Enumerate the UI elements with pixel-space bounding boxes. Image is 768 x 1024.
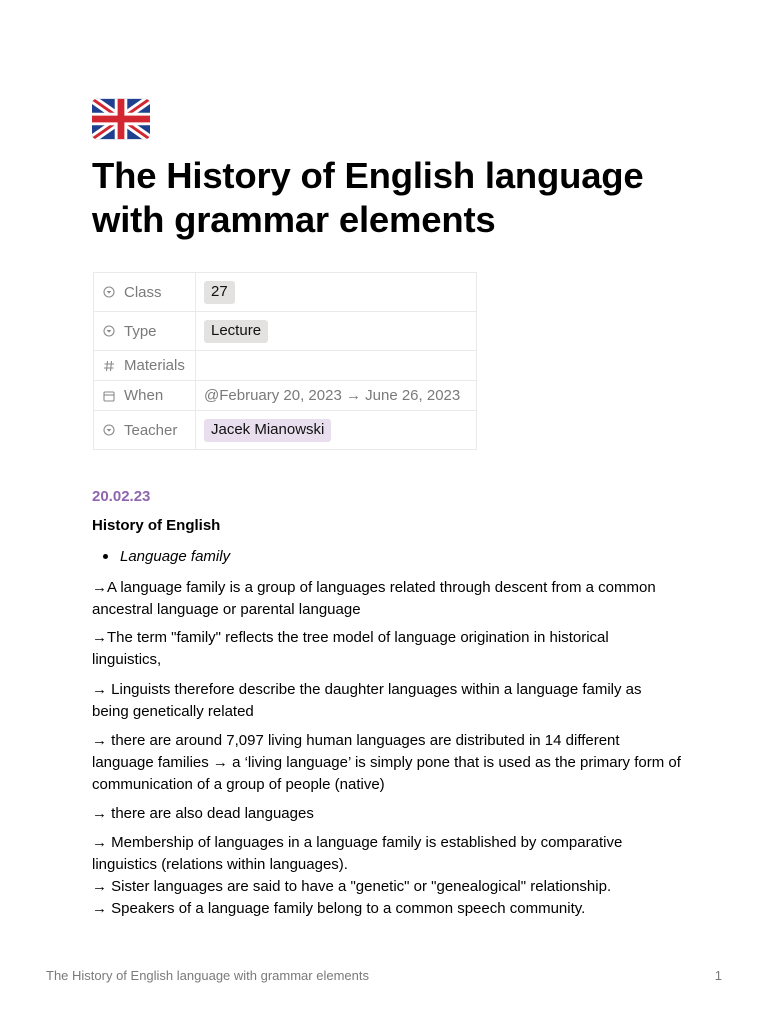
property-label-when: When bbox=[124, 387, 164, 404]
class-tag[interactable]: 27 bbox=[204, 281, 235, 304]
property-label-type: Type bbox=[124, 322, 157, 340]
bullet-label: Language family bbox=[120, 548, 231, 565]
date-range-value[interactable]: @February 20, 2023 → June 26, 2023 bbox=[204, 387, 461, 404]
section-heading: History of English bbox=[92, 517, 221, 534]
paragraph: → Linguists therefore describe the daughter languages within a language family as being genetically related bbox=[92, 681, 642, 720]
property-row-teacher bbox=[94, 411, 477, 450]
uk-flag-icon bbox=[92, 98, 150, 140]
select-icon bbox=[103, 286, 115, 298]
teacher-tag[interactable]: Jacek Mianowski bbox=[204, 419, 331, 442]
property-row-materials bbox=[94, 351, 477, 381]
paragraph: → there are around 7,097 living human languages are distributed in 14 different language families → a ‘living language’ is simply pone that is used as the primary form of communication of a group of people (native) bbox=[92, 732, 681, 793]
list-item bbox=[103, 546, 230, 568]
property-label-class: Class bbox=[124, 283, 162, 301]
paragraph: → Speakers of a language family belong to a common speech community. bbox=[92, 900, 586, 917]
property-row-type bbox=[94, 312, 477, 351]
type-tag[interactable]: Lecture bbox=[204, 320, 268, 343]
property-label-teacher: Teacher bbox=[124, 421, 178, 439]
properties-table bbox=[93, 272, 477, 450]
property-row-class bbox=[94, 273, 477, 312]
bullet-dot bbox=[103, 554, 108, 559]
paragraph: →The term "family" reflects the tree model of language origination in historical linguistics, bbox=[92, 629, 609, 668]
property-row-when bbox=[94, 381, 477, 411]
select-icon bbox=[103, 325, 115, 337]
hash-icon bbox=[103, 360, 115, 372]
date-heading: 20.02.23 bbox=[92, 488, 151, 505]
footer-title: The History of English language with grammar elements bbox=[46, 968, 369, 983]
select-icon bbox=[103, 424, 115, 436]
calendar-icon bbox=[103, 390, 115, 402]
paragraph: →A language family is a group of languages related through descent from a common ancestral language or parental language bbox=[92, 579, 656, 618]
property-label-materials: Materials bbox=[124, 357, 185, 374]
paragraph: → there are also dead languages bbox=[92, 805, 314, 822]
page-number: 1 bbox=[714, 968, 722, 983]
page-title: The History of English language with grammar elements bbox=[92, 155, 644, 240]
paragraph: → Membership of languages in a language family is established by comparative linguistics (relations within languages). bbox=[92, 834, 623, 873]
paragraph: → Sister languages are said to have a "genetic" or "genealogical" relationship. bbox=[92, 878, 612, 895]
